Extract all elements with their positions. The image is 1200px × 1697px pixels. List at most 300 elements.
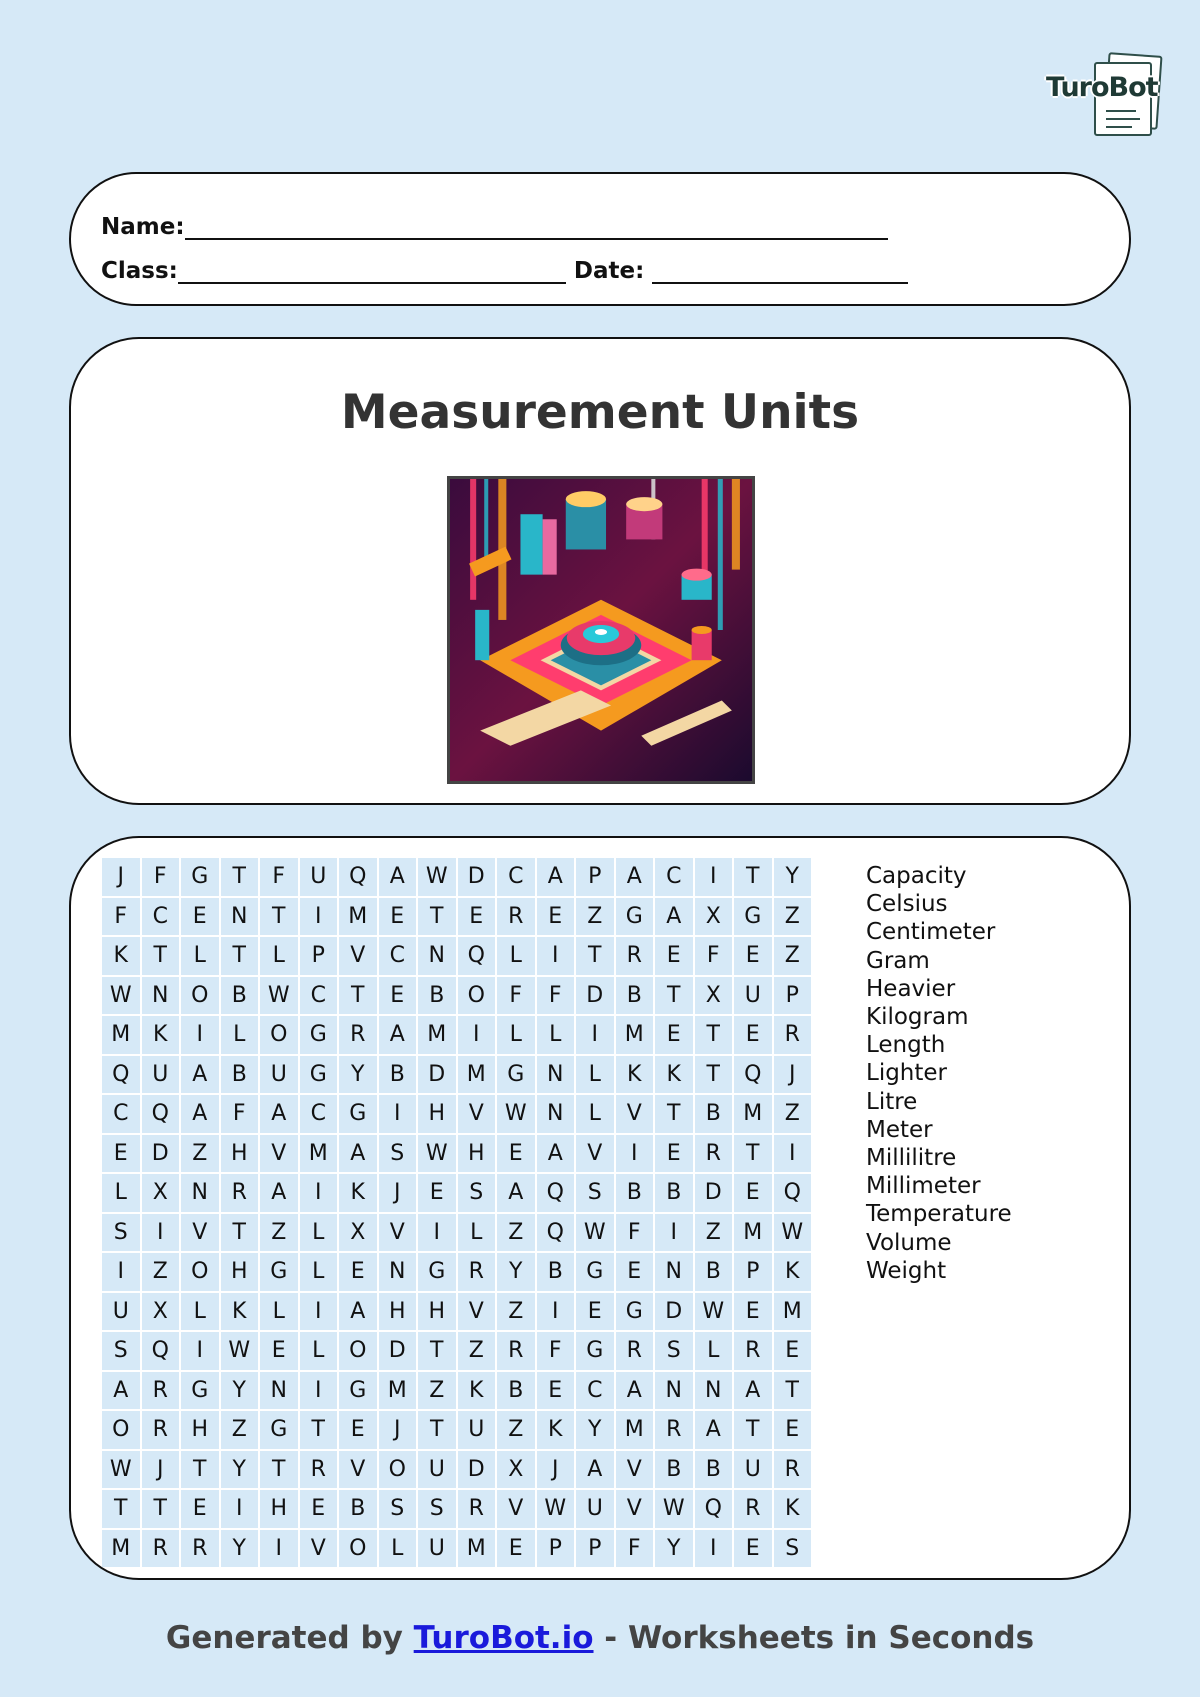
- grid-cell[interactable]: V: [616, 1490, 654, 1528]
- grid-cell[interactable]: I: [537, 1293, 575, 1331]
- class-field[interactable]: [178, 258, 566, 284]
- grid-cell[interactable]: O: [458, 977, 496, 1015]
- grid-cell[interactable]: I: [300, 1372, 338, 1410]
- grid-cell[interactable]: R: [142, 1530, 180, 1568]
- grid-cell[interactable]: E: [379, 898, 417, 936]
- grid-cell[interactable]: F: [695, 937, 733, 975]
- grid-cell[interactable]: L: [260, 937, 298, 975]
- grid-cell[interactable]: E: [576, 1293, 614, 1331]
- grid-cell[interactable]: V: [379, 1214, 417, 1252]
- grid-cell[interactable]: S: [102, 1214, 140, 1252]
- grid-cell[interactable]: L: [497, 1016, 535, 1054]
- grid-cell[interactable]: U: [418, 1530, 456, 1568]
- grid-cell[interactable]: N: [418, 937, 456, 975]
- grid-cell[interactable]: E: [734, 1016, 772, 1054]
- grid-cell[interactable]: V: [458, 1293, 496, 1331]
- grid-cell[interactable]: A: [181, 1056, 219, 1094]
- grid-cell[interactable]: A: [260, 1174, 298, 1212]
- grid-cell[interactable]: D: [418, 1056, 456, 1094]
- grid-cell[interactable]: I: [655, 1214, 693, 1252]
- grid-cell[interactable]: H: [221, 1135, 259, 1173]
- grid-cell[interactable]: F: [102, 898, 140, 936]
- grid-cell[interactable]: Q: [537, 1214, 575, 1252]
- grid-cell[interactable]: W: [497, 1095, 535, 1133]
- grid-cell[interactable]: C: [576, 1372, 614, 1410]
- grid-cell[interactable]: O: [102, 1411, 140, 1449]
- grid-cell[interactable]: R: [300, 1451, 338, 1489]
- grid-cell[interactable]: A: [339, 1135, 377, 1173]
- grid-cell[interactable]: H: [458, 1135, 496, 1173]
- grid-cell[interactable]: S: [418, 1490, 456, 1528]
- grid-cell[interactable]: M: [458, 1530, 496, 1568]
- grid-cell[interactable]: E: [458, 898, 496, 936]
- grid-cell[interactable]: U: [418, 1451, 456, 1489]
- grid-cell[interactable]: Q: [339, 858, 377, 896]
- grid-cell[interactable]: T: [655, 1095, 693, 1133]
- grid-cell[interactable]: O: [181, 1253, 219, 1291]
- grid-cell[interactable]: Z: [497, 1411, 535, 1449]
- grid-cell[interactable]: G: [616, 1293, 654, 1331]
- grid-cell[interactable]: R: [616, 937, 654, 975]
- grid-cell[interactable]: T: [300, 1411, 338, 1449]
- grid-cell[interactable]: U: [734, 977, 772, 1015]
- grid-cell[interactable]: V: [181, 1214, 219, 1252]
- grid-cell[interactable]: I: [695, 858, 733, 896]
- grid-cell[interactable]: V: [300, 1530, 338, 1568]
- grid-cell[interactable]: E: [339, 1253, 377, 1291]
- grid-cell[interactable]: K: [616, 1056, 654, 1094]
- grid-cell[interactable]: G: [300, 1056, 338, 1094]
- grid-cell[interactable]: M: [300, 1135, 338, 1173]
- grid-cell[interactable]: A: [616, 1372, 654, 1410]
- grid-cell[interactable]: L: [576, 1056, 614, 1094]
- grid-cell[interactable]: Q: [774, 1174, 812, 1212]
- grid-cell[interactable]: A: [181, 1095, 219, 1133]
- grid-cell[interactable]: L: [181, 1293, 219, 1331]
- grid-cell[interactable]: N: [260, 1372, 298, 1410]
- grid-cell[interactable]: H: [181, 1411, 219, 1449]
- grid-cell[interactable]: G: [260, 1411, 298, 1449]
- grid-cell[interactable]: S: [458, 1174, 496, 1212]
- grid-cell[interactable]: T: [142, 1490, 180, 1528]
- grid-cell[interactable]: M: [616, 1411, 654, 1449]
- grid-cell[interactable]: H: [418, 1293, 456, 1331]
- grid-cell[interactable]: X: [695, 977, 733, 1015]
- grid-cell[interactable]: I: [260, 1530, 298, 1568]
- grid-cell[interactable]: Z: [260, 1214, 298, 1252]
- grid-cell[interactable]: L: [300, 1214, 338, 1252]
- grid-cell[interactable]: M: [734, 1095, 772, 1133]
- grid-cell[interactable]: R: [695, 1135, 733, 1173]
- grid-cell[interactable]: Y: [221, 1530, 259, 1568]
- grid-cell[interactable]: G: [339, 1372, 377, 1410]
- grid-cell[interactable]: R: [339, 1016, 377, 1054]
- grid-cell[interactable]: I: [300, 898, 338, 936]
- grid-cell[interactable]: K: [537, 1411, 575, 1449]
- grid-cell[interactable]: A: [379, 1016, 417, 1054]
- grid-cell[interactable]: O: [260, 1016, 298, 1054]
- grid-cell[interactable]: T: [102, 1490, 140, 1528]
- grid-cell[interactable]: O: [181, 977, 219, 1015]
- grid-cell[interactable]: O: [339, 1332, 377, 1370]
- grid-cell[interactable]: R: [458, 1253, 496, 1291]
- grid-cell[interactable]: W: [774, 1214, 812, 1252]
- grid-cell[interactable]: Q: [142, 1332, 180, 1370]
- grid-cell[interactable]: B: [695, 1253, 733, 1291]
- grid-cell[interactable]: L: [379, 1530, 417, 1568]
- grid-cell[interactable]: W: [418, 1135, 456, 1173]
- grid-cell[interactable]: V: [260, 1135, 298, 1173]
- grid-cell[interactable]: U: [102, 1293, 140, 1331]
- grid-cell[interactable]: M: [102, 1016, 140, 1054]
- grid-cell[interactable]: V: [616, 1451, 654, 1489]
- grid-cell[interactable]: Q: [734, 1056, 772, 1094]
- grid-cell[interactable]: W: [102, 1451, 140, 1489]
- grid-cell[interactable]: L: [102, 1174, 140, 1212]
- grid-cell[interactable]: Z: [181, 1135, 219, 1173]
- grid-cell[interactable]: Y: [497, 1253, 535, 1291]
- grid-cell[interactable]: E: [260, 1332, 298, 1370]
- grid-cell[interactable]: X: [695, 898, 733, 936]
- grid-cell[interactable]: T: [774, 1372, 812, 1410]
- grid-cell[interactable]: P: [774, 977, 812, 1015]
- grid-cell[interactable]: E: [418, 1174, 456, 1212]
- grid-cell[interactable]: A: [497, 1174, 535, 1212]
- grid-cell[interactable]: M: [379, 1372, 417, 1410]
- grid-cell[interactable]: I: [300, 1293, 338, 1331]
- grid-cell[interactable]: M: [102, 1530, 140, 1568]
- grid-cell[interactable]: Z: [576, 898, 614, 936]
- grid-cell[interactable]: D: [458, 1451, 496, 1489]
- grid-cell[interactable]: T: [734, 1411, 772, 1449]
- grid-cell[interactable]: F: [497, 977, 535, 1015]
- turobot-link[interactable]: TuroBot.io: [413, 1620, 594, 1656]
- grid-cell[interactable]: T: [339, 977, 377, 1015]
- grid-cell[interactable]: L: [300, 1253, 338, 1291]
- grid-cell[interactable]: V: [339, 1451, 377, 1489]
- grid-cell[interactable]: R: [458, 1490, 496, 1528]
- grid-cell[interactable]: G: [497, 1056, 535, 1094]
- grid-cell[interactable]: T: [576, 937, 614, 975]
- grid-cell[interactable]: U: [458, 1411, 496, 1449]
- grid-cell[interactable]: L: [497, 937, 535, 975]
- grid-cell[interactable]: K: [655, 1056, 693, 1094]
- grid-cell[interactable]: D: [379, 1332, 417, 1370]
- grid-cell[interactable]: I: [458, 1016, 496, 1054]
- grid-cell[interactable]: Z: [458, 1332, 496, 1370]
- grid-cell[interactable]: K: [142, 1016, 180, 1054]
- grid-cell[interactable]: N: [695, 1372, 733, 1410]
- grid-cell[interactable]: E: [537, 1372, 575, 1410]
- grid-cell[interactable]: R: [181, 1530, 219, 1568]
- grid-cell[interactable]: R: [655, 1411, 693, 1449]
- grid-cell[interactable]: B: [221, 1056, 259, 1094]
- grid-cell[interactable]: I: [221, 1490, 259, 1528]
- grid-cell[interactable]: D: [695, 1174, 733, 1212]
- grid-cell[interactable]: W: [576, 1214, 614, 1252]
- grid-cell[interactable]: F: [537, 1332, 575, 1370]
- grid-cell[interactable]: C: [300, 977, 338, 1015]
- grid-cell[interactable]: G: [300, 1016, 338, 1054]
- grid-cell[interactable]: O: [379, 1451, 417, 1489]
- grid-cell[interactable]: C: [142, 898, 180, 936]
- grid-cell[interactable]: L: [300, 1332, 338, 1370]
- grid-cell[interactable]: S: [379, 1135, 417, 1173]
- grid-cell[interactable]: Z: [774, 898, 812, 936]
- grid-cell[interactable]: Z: [774, 937, 812, 975]
- grid-cell[interactable]: X: [497, 1451, 535, 1489]
- grid-cell[interactable]: N: [142, 977, 180, 1015]
- grid-cell[interactable]: P: [300, 937, 338, 975]
- grid-cell[interactable]: A: [734, 1372, 772, 1410]
- grid-cell[interactable]: T: [142, 937, 180, 975]
- grid-cell[interactable]: G: [418, 1253, 456, 1291]
- grid-cell[interactable]: G: [734, 898, 772, 936]
- grid-cell[interactable]: E: [339, 1411, 377, 1449]
- grid-cell[interactable]: T: [418, 1411, 456, 1449]
- grid-cell[interactable]: W: [102, 977, 140, 1015]
- grid-cell[interactable]: L: [537, 1016, 575, 1054]
- grid-cell[interactable]: E: [616, 1253, 654, 1291]
- grid-cell[interactable]: L: [458, 1214, 496, 1252]
- grid-cell[interactable]: N: [379, 1253, 417, 1291]
- grid-cell[interactable]: N: [655, 1253, 693, 1291]
- grid-cell[interactable]: T: [260, 1451, 298, 1489]
- grid-cell[interactable]: M: [774, 1293, 812, 1331]
- grid-cell[interactable]: D: [576, 977, 614, 1015]
- grid-cell[interactable]: W: [695, 1293, 733, 1331]
- grid-cell[interactable]: F: [616, 1214, 654, 1252]
- grid-cell[interactable]: Q: [537, 1174, 575, 1212]
- grid-cell[interactable]: I: [142, 1214, 180, 1252]
- grid-cell[interactable]: Y: [221, 1372, 259, 1410]
- grid-cell[interactable]: N: [655, 1372, 693, 1410]
- grid-cell[interactable]: A: [537, 1135, 575, 1173]
- grid-cell[interactable]: G: [616, 898, 654, 936]
- grid-cell[interactable]: E: [300, 1490, 338, 1528]
- grid-cell[interactable]: R: [774, 1016, 812, 1054]
- grid-cell[interactable]: R: [221, 1174, 259, 1212]
- grid-cell[interactable]: N: [221, 898, 259, 936]
- grid-cell[interactable]: N: [181, 1174, 219, 1212]
- grid-cell[interactable]: Z: [497, 1293, 535, 1331]
- grid-cell[interactable]: B: [339, 1490, 377, 1528]
- grid-cell[interactable]: T: [695, 1056, 733, 1094]
- grid-cell[interactable]: Z: [695, 1214, 733, 1252]
- grid-cell[interactable]: A: [379, 858, 417, 896]
- grid-cell[interactable]: H: [260, 1490, 298, 1528]
- grid-cell[interactable]: T: [695, 1016, 733, 1054]
- grid-cell[interactable]: B: [616, 977, 654, 1015]
- grid-cell[interactable]: C: [300, 1095, 338, 1133]
- grid-cell[interactable]: I: [774, 1135, 812, 1173]
- grid-cell[interactable]: I: [695, 1530, 733, 1568]
- grid-cell[interactable]: S: [774, 1530, 812, 1568]
- grid-cell[interactable]: V: [616, 1095, 654, 1133]
- grid-cell[interactable]: E: [734, 1293, 772, 1331]
- grid-cell[interactable]: X: [339, 1214, 377, 1252]
- grid-cell[interactable]: C: [497, 858, 535, 896]
- grid-cell[interactable]: V: [458, 1095, 496, 1133]
- grid-cell[interactable]: R: [142, 1411, 180, 1449]
- grid-cell[interactable]: E: [655, 937, 693, 975]
- grid-cell[interactable]: M: [616, 1016, 654, 1054]
- grid-cell[interactable]: T: [734, 1135, 772, 1173]
- grid-cell[interactable]: B: [655, 1451, 693, 1489]
- grid-cell[interactable]: F: [260, 858, 298, 896]
- grid-cell[interactable]: I: [537, 937, 575, 975]
- grid-cell[interactable]: A: [695, 1411, 733, 1449]
- grid-cell[interactable]: E: [734, 937, 772, 975]
- grid-cell[interactable]: E: [655, 1135, 693, 1173]
- grid-cell[interactable]: C: [102, 1095, 140, 1133]
- grid-cell[interactable]: J: [142, 1451, 180, 1489]
- grid-cell[interactable]: W: [260, 977, 298, 1015]
- grid-cell[interactable]: H: [221, 1253, 259, 1291]
- grid-cell[interactable]: A: [576, 1451, 614, 1489]
- grid-cell[interactable]: A: [655, 898, 693, 936]
- grid-cell[interactable]: U: [734, 1451, 772, 1489]
- grid-cell[interactable]: C: [655, 858, 693, 896]
- grid-cell[interactable]: F: [616, 1530, 654, 1568]
- grid-cell[interactable]: G: [260, 1253, 298, 1291]
- grid-cell[interactable]: Z: [221, 1411, 259, 1449]
- grid-cell[interactable]: T: [221, 1214, 259, 1252]
- grid-cell[interactable]: B: [497, 1372, 535, 1410]
- grid-cell[interactable]: Q: [102, 1056, 140, 1094]
- grid-cell[interactable]: I: [300, 1174, 338, 1212]
- grid-cell[interactable]: J: [537, 1451, 575, 1489]
- grid-cell[interactable]: K: [339, 1174, 377, 1212]
- grid-cell[interactable]: Z: [142, 1253, 180, 1291]
- grid-cell[interactable]: A: [102, 1372, 140, 1410]
- grid-cell[interactable]: K: [221, 1293, 259, 1331]
- grid-cell[interactable]: I: [616, 1135, 654, 1173]
- grid-cell[interactable]: S: [379, 1490, 417, 1528]
- grid-cell[interactable]: J: [379, 1174, 417, 1212]
- grid-cell[interactable]: I: [181, 1016, 219, 1054]
- grid-cell[interactable]: N: [537, 1095, 575, 1133]
- grid-cell[interactable]: T: [655, 977, 693, 1015]
- grid-cell[interactable]: P: [537, 1530, 575, 1568]
- grid-cell[interactable]: B: [537, 1253, 575, 1291]
- grid-cell[interactable]: A: [339, 1293, 377, 1331]
- grid-cell[interactable]: I: [181, 1332, 219, 1370]
- grid-cell[interactable]: Y: [339, 1056, 377, 1094]
- grid-cell[interactable]: B: [418, 977, 456, 1015]
- grid-cell[interactable]: L: [181, 937, 219, 975]
- grid-cell[interactable]: F: [221, 1095, 259, 1133]
- grid-cell[interactable]: L: [576, 1095, 614, 1133]
- grid-cell[interactable]: J: [379, 1411, 417, 1449]
- grid-cell[interactable]: M: [339, 898, 377, 936]
- grid-cell[interactable]: E: [655, 1016, 693, 1054]
- grid-cell[interactable]: M: [458, 1056, 496, 1094]
- grid-cell[interactable]: P: [576, 858, 614, 896]
- grid-cell[interactable]: G: [181, 1372, 219, 1410]
- grid-cell[interactable]: Z: [497, 1214, 535, 1252]
- grid-cell[interactable]: A: [260, 1095, 298, 1133]
- grid-cell[interactable]: R: [734, 1490, 772, 1528]
- grid-cell[interactable]: B: [616, 1174, 654, 1212]
- grid-cell[interactable]: Q: [458, 937, 496, 975]
- grid-cell[interactable]: Z: [418, 1372, 456, 1410]
- grid-cell[interactable]: Z: [774, 1095, 812, 1133]
- grid-cell[interactable]: P: [576, 1530, 614, 1568]
- grid-cell[interactable]: S: [576, 1174, 614, 1212]
- grid-cell[interactable]: Q: [695, 1490, 733, 1528]
- grid-cell[interactable]: Q: [142, 1095, 180, 1133]
- grid-cell[interactable]: J: [774, 1056, 812, 1094]
- grid-cell[interactable]: E: [497, 1135, 535, 1173]
- grid-cell[interactable]: S: [655, 1332, 693, 1370]
- grid-cell[interactable]: V: [576, 1135, 614, 1173]
- grid-cell[interactable]: D: [458, 858, 496, 896]
- grid-cell[interactable]: E: [774, 1332, 812, 1370]
- grid-cell[interactable]: R: [774, 1451, 812, 1489]
- grid-cell[interactable]: X: [142, 1293, 180, 1331]
- grid-cell[interactable]: B: [655, 1174, 693, 1212]
- grid-cell[interactable]: T: [734, 858, 772, 896]
- grid-cell[interactable]: W: [537, 1490, 575, 1528]
- grid-cell[interactable]: K: [458, 1372, 496, 1410]
- grid-cell[interactable]: P: [734, 1253, 772, 1291]
- grid-cell[interactable]: I: [576, 1016, 614, 1054]
- grid-cell[interactable]: E: [497, 1530, 535, 1568]
- grid-cell[interactable]: N: [537, 1056, 575, 1094]
- grid-cell[interactable]: V: [497, 1490, 535, 1528]
- grid-cell[interactable]: W: [418, 858, 456, 896]
- grid-cell[interactable]: I: [418, 1214, 456, 1252]
- grid-cell[interactable]: F: [142, 858, 180, 896]
- grid-cell[interactable]: U: [576, 1490, 614, 1528]
- grid-cell[interactable]: Y: [655, 1530, 693, 1568]
- grid-cell[interactable]: O: [339, 1530, 377, 1568]
- grid-cell[interactable]: T: [418, 898, 456, 936]
- grid-cell[interactable]: G: [339, 1095, 377, 1133]
- grid-cell[interactable]: I: [102, 1253, 140, 1291]
- grid-cell[interactable]: U: [300, 858, 338, 896]
- grid-cell[interactable]: X: [142, 1174, 180, 1212]
- grid-cell[interactable]: W: [221, 1332, 259, 1370]
- grid-cell[interactable]: C: [379, 937, 417, 975]
- grid-cell[interactable]: T: [260, 898, 298, 936]
- grid-cell[interactable]: E: [181, 898, 219, 936]
- grid-cell[interactable]: E: [774, 1411, 812, 1449]
- grid-cell[interactable]: A: [616, 858, 654, 896]
- grid-cell[interactable]: D: [655, 1293, 693, 1331]
- grid-cell[interactable]: L: [695, 1332, 733, 1370]
- grid-cell[interactable]: S: [102, 1332, 140, 1370]
- name-field[interactable]: [185, 214, 888, 240]
- grid-cell[interactable]: T: [418, 1332, 456, 1370]
- grid-cell[interactable]: M: [734, 1214, 772, 1252]
- grid-cell[interactable]: V: [339, 937, 377, 975]
- grid-cell[interactable]: A: [537, 858, 575, 896]
- grid-cell[interactable]: B: [379, 1056, 417, 1094]
- grid-cell[interactable]: G: [181, 858, 219, 896]
- grid-cell[interactable]: G: [576, 1253, 614, 1291]
- grid-cell[interactable]: U: [142, 1056, 180, 1094]
- grid-cell[interactable]: Y: [576, 1411, 614, 1449]
- grid-cell[interactable]: T: [221, 858, 259, 896]
- grid-cell[interactable]: B: [695, 1095, 733, 1133]
- grid-cell[interactable]: T: [221, 937, 259, 975]
- grid-cell[interactable]: M: [418, 1016, 456, 1054]
- grid-cell[interactable]: D: [142, 1135, 180, 1173]
- grid-cell[interactable]: E: [102, 1135, 140, 1173]
- grid-cell[interactable]: H: [418, 1095, 456, 1133]
